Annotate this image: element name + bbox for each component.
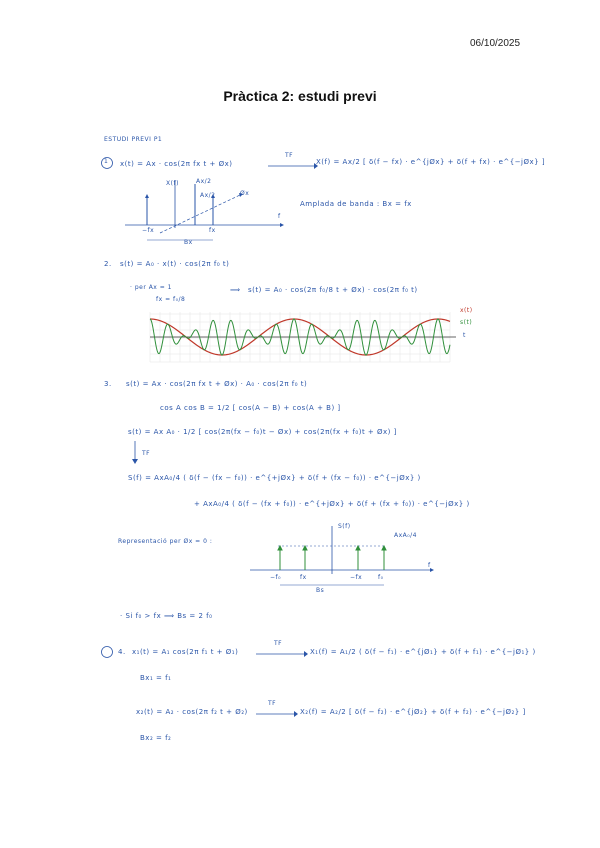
item-1-tf-arrow <box>268 160 318 170</box>
item-2-axis-label: t <box>463 332 466 339</box>
item-3-down-arrow <box>131 441 141 465</box>
item-4-eq1: x₁(t) = A₁ cos(2π f₁ t + Ø₁) <box>132 648 239 656</box>
item-2-arrow: ⟹ <box>230 286 241 294</box>
item-2-equation: s(t) = A₀ · x(t) · cos(2π f₀ t) <box>120 260 230 268</box>
item-2-number: 2. <box>104 260 112 268</box>
item-3-axis-label: f <box>428 562 431 569</box>
item-1-pos-label: fx <box>209 227 216 234</box>
item-1-bandwidth: Amplada de banda : Bx = fx <box>300 200 412 208</box>
item-3-neg-label: −f₀ <box>270 574 282 581</box>
item-3-ylabel: S(f) <box>338 523 351 530</box>
item-4-bw2: Bx₂ = f₂ <box>140 734 172 742</box>
page-title: Pràctica 2: estudi previ <box>223 88 377 104</box>
item-3-number: 3. <box>104 380 112 388</box>
legend-x: x(t) <box>460 307 473 314</box>
item-4-tf1-arrow <box>256 648 308 658</box>
item-4-number: 4. <box>118 648 126 656</box>
document-date: 06/10/2025 <box>470 38 521 49</box>
item-3-expanded: s(t) = Ax A₀ · 1/2 [ cos(2π(fx − f₀)t − Øx) + cos(2π(fx + f₀)t + Øx) ] <box>128 428 397 436</box>
item-3-amp-label: AxA₀/4 <box>394 532 418 539</box>
item-2-condition-1: · per Ax = 1 <box>130 284 173 291</box>
item-3-S-line1: S(f) = AxA₀/4 ( δ(f − (fx − f₀)) · e^{+jØx} + δ(f + (fx − f₀)) · e^{−jØx} ) <box>128 474 421 482</box>
item-1-number: 1 <box>104 158 109 165</box>
item-4-circle <box>100 645 114 659</box>
item-1-equation: x(t) = Ax · cos(2π fx t + Øx) <box>120 160 233 168</box>
item-3-tf-label: TF <box>142 450 151 457</box>
item-2-waveform-plot <box>150 308 460 366</box>
item-1-transform: X(f) = Ax/2 [ δ(f − fx) · e^{jØx} + δ(f + fx) · e^{−jØx} ] <box>316 158 546 166</box>
item-2-condition-2: fx = f₀/8 <box>156 296 186 303</box>
item-3-fx-label: fx <box>300 574 307 581</box>
item-3-bw-label: Bs <box>316 587 325 594</box>
section-label: ESTUDI PREVI P1 <box>104 136 163 143</box>
item-1-ylabel: X(f) <box>166 180 179 187</box>
item-1-phase-label: Øx <box>240 190 250 197</box>
item-3-S-line2: + AxA₀/4 ( δ(f − (fx + f₀)) · e^{+jØx} + δ(f + (fx + f₀)) · e^{−jØx} ) <box>194 500 470 508</box>
item-2-result: s(t) = A₀ · cos(2π f₀/8 t + Øx) · cos(2π f₀ t) <box>248 286 418 294</box>
item-1-tf-label: TF <box>285 152 294 159</box>
item-4-tf1-label: TF <box>274 640 283 647</box>
item-3-f0-label: f₀ <box>378 574 384 581</box>
item-4-tr1: X₁(f) = A₁/2 ( δ(f − f₁) · e^{jØ₁} + δ(f + f₁) · e^{−jØ₁} ) <box>310 648 536 656</box>
item-1-neg-label: −fx <box>142 227 155 234</box>
item-3-identity: cos A cos B = 1/2 [ cos(A − B) + cos(A + B) ] <box>160 404 341 412</box>
item-3-neg-fx-label: −fx <box>350 574 363 581</box>
item-4-tr2: X₂(f) = A₂/2 [ δ(f − f₂) · e^{jØ₂} + δ(f + f₂) · e^{−jØ₂} ] <box>300 708 526 716</box>
item-1-spectrum-plot <box>125 178 285 248</box>
item-1-bw-label: Bx <box>184 239 193 246</box>
item-4-tf2-arrow <box>256 708 298 718</box>
legend-s: s(t) <box>460 319 473 326</box>
phase-line <box>160 195 240 233</box>
item-4-bw1: Bx₁ = f₁ <box>140 674 172 682</box>
item-3-note: · Si f₀ > fx ⟹ Bs = 2 f₀ <box>120 612 213 620</box>
item-1-top-label: Ax/2 <box>196 178 212 185</box>
item-1-mid-label: Ax/2 <box>200 192 216 199</box>
item-1-axis-label: f <box>278 213 281 220</box>
item-3-equation: s(t) = Ax · cos(2π fx t + Øx) · A₀ · cos(2π f₀ t) <box>126 380 308 388</box>
item-3-represent: Representació per Øx = 0 : <box>118 538 213 545</box>
item-4-tf2-label: TF <box>268 700 277 707</box>
item-4-eq2: x₂(t) = A₂ · cos(2π f₂ t + Ø₂) <box>136 708 248 716</box>
